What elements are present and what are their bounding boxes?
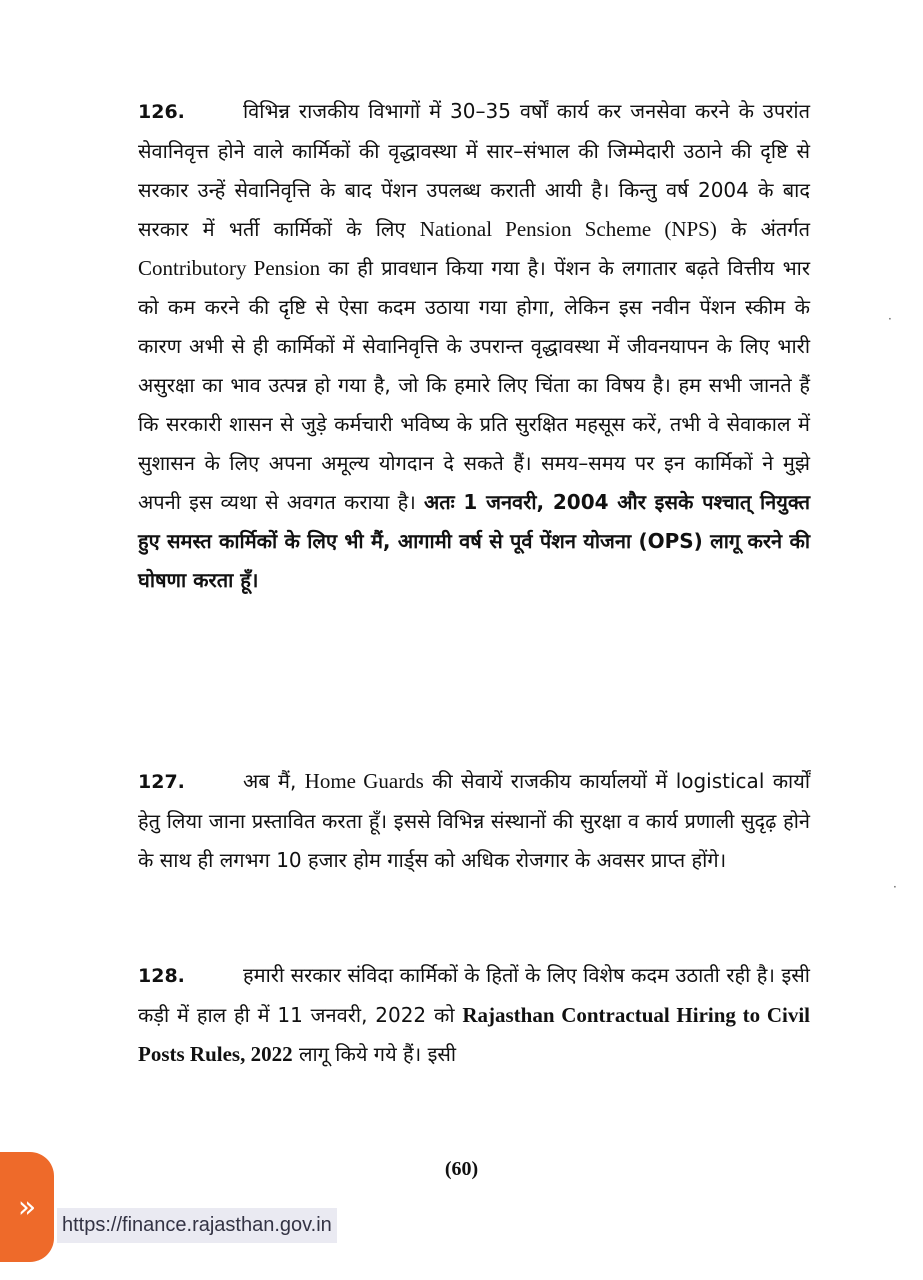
- page-number: (60): [444, 1158, 479, 1180]
- paragraph-127: [138, 762, 810, 880]
- paragraph-text: का ही प्रावधान किया गया है। पेंशन के लगातार बढ़ते वित्तीय भार को कम करने की दृष्टि से ऐसा कदम उठाया गया होगा, लेकिन इस नवीन पेंशन स्कीम के कारण अभी से ही कार्मिकों में सेवानिवृत्ति के उपरान्त वृद्धावस्था में जीवनयापन के लिए भारी असुरक्षा का भाव उत्पन्न हो गया है, जो कि हमारे लिए चिंता का विषय है। हम सभी जानते हैं कि सरकारी शासन से जुड़े कर्मचारी भविष्य के प्रति सुरक्षित महसूस करें, तभी वे सेवाकाल में सुशासन के लिए अपना अमूल्य योगदान दे सकते हैं। समय–समय पर इन कार्मिकों ने मुझे अपनी इस व्यथा से अवगत कराया है।: [138, 256, 810, 514]
- source-url[interactable]: https://finance.rajasthan.gov.in: [62, 1214, 332, 1236]
- paragraph-128: [138, 956, 810, 1074]
- scan-speck: ·: [888, 312, 892, 326]
- paragraph-text: विभिन्न राजकीय विभागों में 30–35 वर्षों कार्य कर जनसेवा करने के उपरांत सेवानिवृत्त होने वाले कार्मिकों की वृद्धावस्था में सार–संभाल की जिम्मेदारी उठाने की दृष्टि से सरकार उन्हें सेवानिवृत्ति के बाद पेंशन उपलब्ध कराती आयी है। किन्तु वर्ष 2004 के बाद सरकार में भर्ती कार्मिकों के लिए: [138, 99, 810, 241]
- paragraph-text: हमारी सरकार संविदा कार्मिकों के हितों के लिए विशेष कदम उठाती रही है। इसी कड़ी में हाल ही में 11 जनवरी, 2022 को: [138, 963, 810, 1027]
- english-term: Home Guards: [304, 769, 424, 793]
- scan-speck: ·: [893, 880, 897, 894]
- paragraph-text: की सेवायें राजकीय कार्यालयों में logistical कार्यों हेतु लिया जाना प्रस्तावित करता हूँ। इससे विभिन्न संस्थानों की सुरक्षा व कार्य प्रणाली सुदृढ़ होने के साथ ही लगभग 10 हजार होम गार्ड्स को अधिक रोजगार के अवसर प्राप्त होंगे।: [138, 769, 811, 872]
- rules-title: Rajasthan Contractual Hiring to Civil Posts Rules, 2022: [138, 1003, 810, 1066]
- ops-announcement: अतः 1 जनवरी, 2004 और इसके पश्चात् नियुक्त हुए समस्त कार्मिकों के लिए भी मैं, आगामी वर्ष से पूर्व पेंशन योजना (OPS) लागू करने की घोषणा करता हूँ।: [138, 490, 811, 592]
- expand-sidebar-button[interactable]: [0, 1152, 54, 1262]
- paragraph-text: लागू किये गये हैं। इसी: [298, 1042, 457, 1066]
- double-chevron-right-icon: »: [17, 1189, 37, 1225]
- paragraph-text: के अंतर्गत: [731, 217, 810, 241]
- paragraph-number: 127.: [138, 771, 185, 793]
- paragraph-number: 128.: [138, 965, 185, 987]
- source-url-label[interactable]: [57, 1208, 337, 1243]
- paragraph-126: [138, 92, 810, 600]
- english-term: National Pension Scheme (NPS): [419, 217, 717, 241]
- paragraph-number: 126.: [138, 101, 185, 123]
- english-term: Contributory Pension: [138, 256, 321, 280]
- paragraph-text: अब मैं,: [243, 769, 297, 793]
